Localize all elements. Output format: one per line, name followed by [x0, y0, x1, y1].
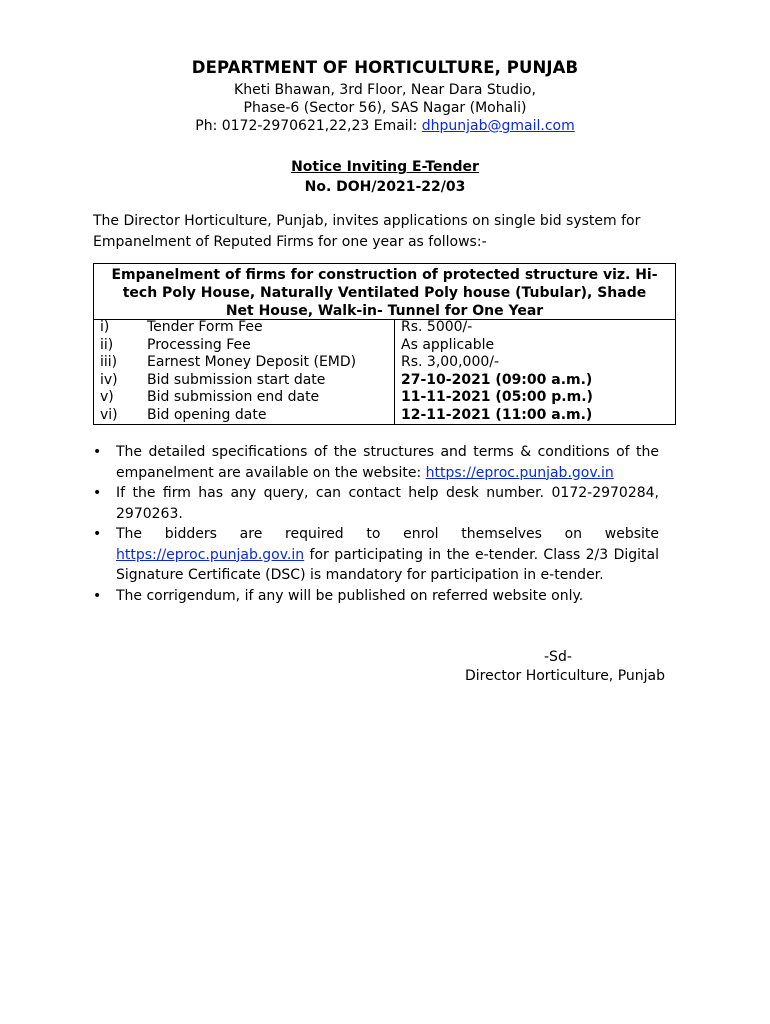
row-value: 11-11-2021 (05:00 p.m.): [401, 389, 593, 406]
phone-text: Ph: 0172-2970621,22,23 Email:: [195, 118, 422, 134]
notice-title: Notice Inviting E-Tender: [291, 159, 479, 175]
bullet-icon: •: [93, 444, 102, 460]
table-row: [94, 354, 675, 372]
list-item: [93, 586, 659, 607]
row-value: Rs. 5000/-: [401, 319, 473, 335]
conditions-list: [93, 442, 659, 606]
table-row: [94, 337, 675, 355]
bullet-text-3-pre: The bidders are required to enrol themselves on website: [116, 526, 659, 542]
row-label: Bid submission end date: [147, 389, 320, 406]
bullet-text-2: If the firm has any query, can contact help desk number. 0172-2970284, 2970263.: [116, 485, 659, 522]
list-item: [93, 442, 659, 483]
list-item: [93, 524, 659, 586]
department-title: DEPARTMENT OF HORTICULTURE, PUNJAB: [191, 58, 579, 77]
row-label: Tender Form Fee: [147, 319, 263, 335]
address-line-2: Phase-6 (Sector 56), SAS Nagar (Mohali): [243, 100, 527, 116]
row-number: iii): [100, 354, 118, 371]
row-value: 12-11-2021 (11:00 a.m.): [401, 406, 593, 423]
eproc-website-link[interactable]: https://eproc.punjab.gov.in: [116, 546, 305, 563]
row-number: vi): [100, 406, 118, 423]
signature-mark: -Sd-: [544, 649, 572, 665]
bullet-text-1: The detailed specifications of the structures and terms & conditions of the empanelment are available on the website:: [116, 444, 659, 481]
row-value: Rs. 3,00,000/-: [401, 354, 500, 371]
bullet-icon: •: [93, 587, 102, 604]
bullet-icon: •: [93, 485, 102, 501]
row-label: Processing Fee: [147, 336, 251, 353]
address-line-1: Kheti Bhawan, 3rd Floor, Near Dara Studio,: [234, 82, 536, 98]
notice-number: No. DOH/2021-22/03: [304, 179, 466, 195]
tender-table: [93, 263, 676, 425]
bullet-text-3-post: for participating in the e-tender. Class 2/3 Digital Signature Certificate (DSC) is mandatory for participation in e-tender.: [116, 546, 659, 583]
row-number: v): [100, 389, 114, 406]
row-value: 27-10-2021 (09:00 a.m.): [401, 371, 593, 388]
table-row: [94, 407, 675, 425]
table-row: [94, 319, 675, 337]
table-row: [94, 389, 675, 407]
row-number: i): [100, 319, 110, 335]
row-label: Bid submission start date: [147, 371, 326, 388]
signatory-designation: Director Horticulture, Punjab: [465, 668, 665, 684]
row-number: iv): [100, 371, 118, 388]
row-value: As applicable: [401, 336, 495, 353]
bullet-text-4: The corrigendum, if any will be published on referred website only.: [116, 587, 584, 604]
email-link[interactable]: dhpunjab@gmail.com: [421, 118, 575, 134]
contact-line: [93, 117, 677, 135]
eproc-website-link[interactable]: https://eproc.punjab.gov.in: [425, 464, 614, 481]
intro-paragraph: The Director Horticulture, Punjab, invites applications on single bid system for Empanelment of Reputed Firms for one year as follows:-: [93, 213, 641, 250]
row-label: Earnest Money Deposit (EMD): [147, 354, 357, 371]
row-number: ii): [100, 336, 114, 353]
bullet-icon: •: [93, 526, 102, 542]
row-label: Bid opening date: [147, 406, 267, 423]
table-row: [94, 372, 675, 390]
tender-table-rows: [94, 319, 675, 425]
tender-table-heading: Empanelment of firms for construction of protected structure viz. Hi-tech Poly House, Naturally Ventilated Poly house (Tubular), Shade Net House, Walk-in- Tunnel for One Year: [111, 267, 658, 319]
list-item: [93, 483, 659, 524]
